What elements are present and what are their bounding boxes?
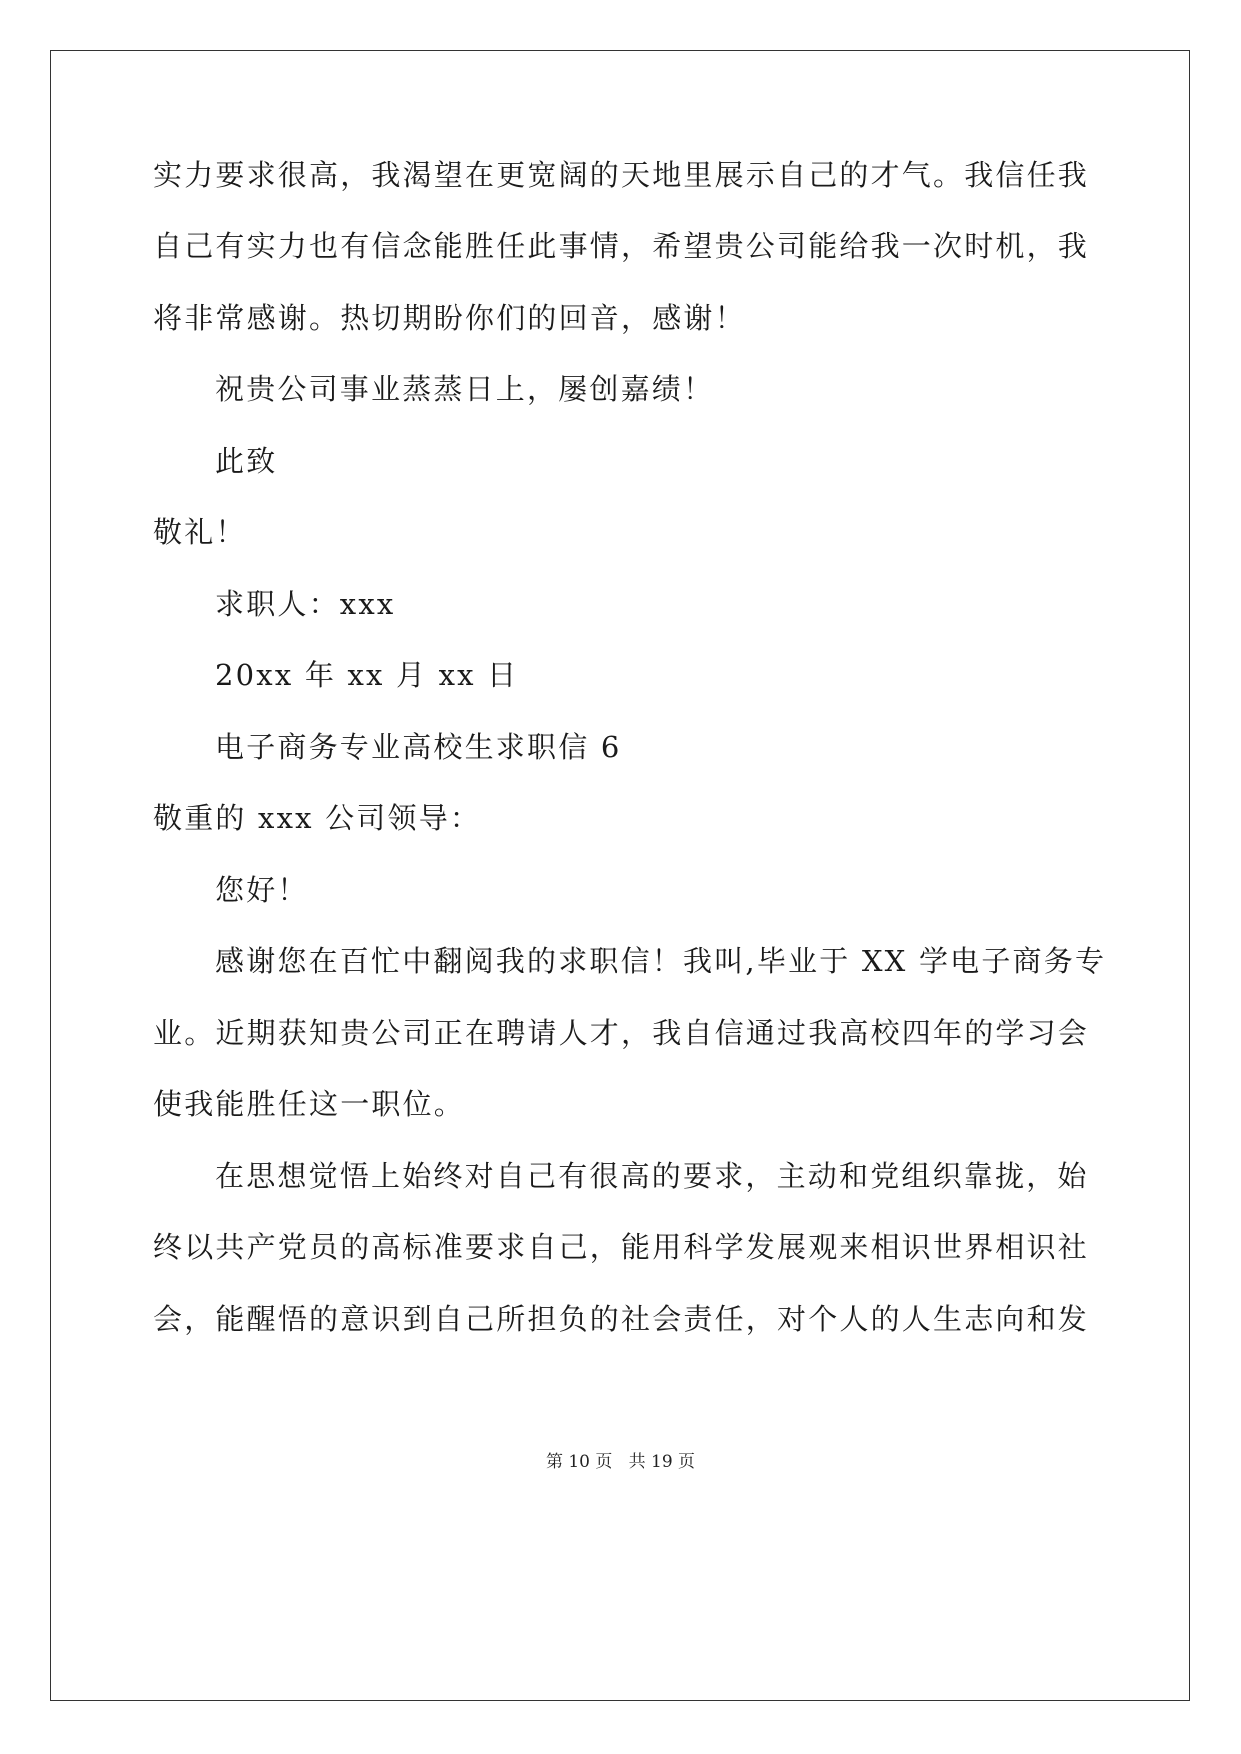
page-footer [0,1450,1241,1474]
salutation-closing: 此致 [215,444,278,478]
text-line: 在思想觉悟上始终对自己有很高的要求，主动和党组织靠拢，始 [215,1159,1089,1193]
text-line: 业。近期获知贵公司正在聘请人才，我自信通过我高校四年的学习会 [153,1016,1090,1050]
text-line: 终以共产党员的高标准要求自己，能用科学发展观来相识世界相识社 [153,1230,1090,1264]
text-line: 自己有实力也有信念能胜任此事情，希望贵公司能给我一次时机，我 [153,229,1090,263]
letter-addressee: 敬重的 xxx 公司领导： [153,801,482,835]
applicant-name: 求职人：xxx [215,587,396,621]
page-number-current: 第 10 页 [545,1452,613,1472]
text-line: 将非常感谢。热切期盼你们的回音，感谢！ [153,301,746,335]
text-line: 感谢您在百忙中翻阅我的求职信！我叫,毕业于 XX 学电子商务专 [215,944,1107,978]
salutation-respect: 敬礼！ [153,515,247,549]
text-line: 会，能醒悟的意识到自己所担负的社会责任，对个人的人生志向和发 [153,1302,1090,1336]
text-line: 实力要求很高，我渴望在更宽阔的天地里展示自己的才气。我信任我 [153,158,1090,192]
letter-date: 20xx 年 xx 月 xx 日 [215,658,519,692]
closing-wish: 祝贵公司事业蒸蒸日上，屡创嘉绩！ [215,372,715,406]
section-heading: 电子商务专业高校生求职信 6 [215,730,622,764]
page-number-total: 共 19 页 [628,1452,696,1472]
greeting: 您好！ [215,873,309,907]
text-line: 使我能胜任这一职位。 [153,1087,466,1121]
